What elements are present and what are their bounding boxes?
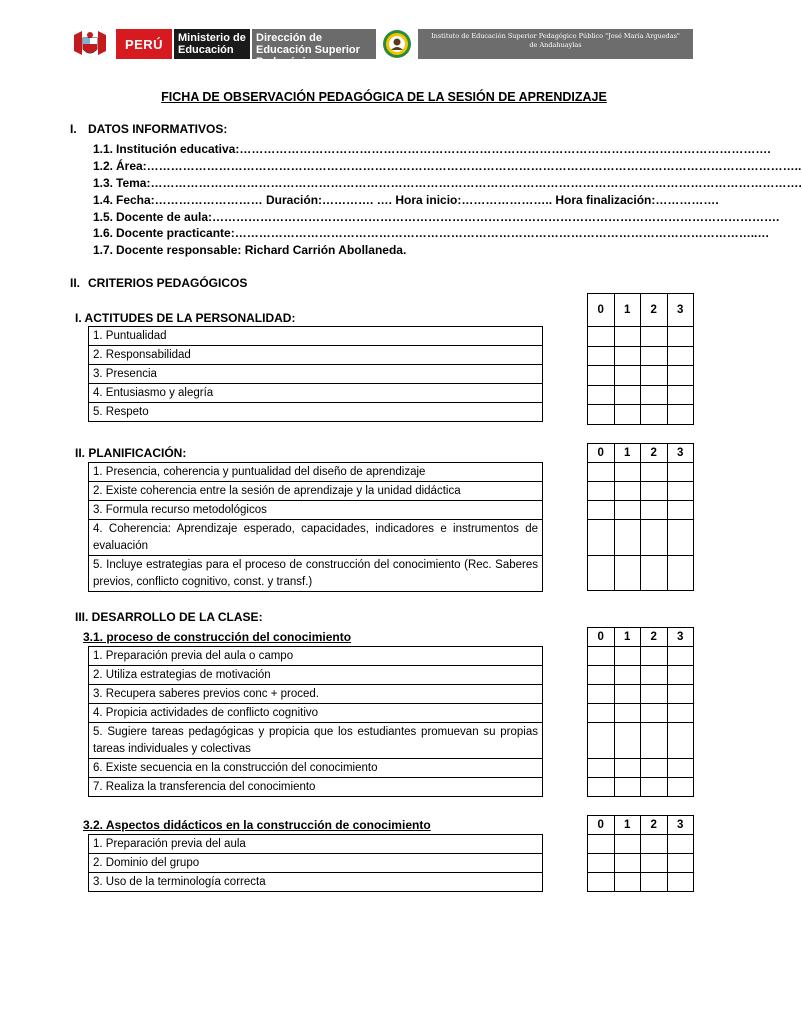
score-checkbox[interactable] [588, 463, 615, 482]
score-header: 3 [667, 444, 694, 463]
score-checkbox[interactable] [588, 385, 615, 405]
score-checkbox[interactable] [667, 723, 694, 759]
score-checkbox[interactable] [641, 647, 668, 666]
table-row [89, 501, 543, 520]
actitudes-title: I. ACTITUDES DE LA PERSONALIDAD: [75, 311, 296, 325]
score-row [588, 366, 694, 386]
score-checkbox[interactable] [588, 685, 615, 704]
criterion-cell: 3. Recupera saberes previos conc + proced. [89, 685, 543, 704]
criterion-cell: 5. Respeto [89, 403, 543, 422]
score-row [588, 501, 694, 520]
score-checkbox[interactable] [588, 501, 615, 520]
score-checkbox[interactable] [641, 873, 668, 892]
info-text: Fecha:……………………… Duración:…………. …. Hora inicio:………………….. Hora finalización:……………. [116, 192, 719, 207]
desarrollo-score-grid [587, 627, 694, 797]
score-checkbox[interactable] [588, 873, 615, 892]
table-row [89, 778, 543, 797]
score-checkbox[interactable] [667, 835, 694, 854]
criterion-cell: 2. Existe coherencia entre la sesión de aprendizaje y la unidad didáctica [89, 482, 543, 501]
info-number: 1.6. [93, 226, 114, 241]
score-checkbox[interactable] [614, 647, 641, 666]
score-checkbox[interactable] [614, 366, 641, 386]
info-text: Área:……………………………………………………………………………………………………………………………………………….. [116, 158, 802, 173]
score-checkbox[interactable] [614, 385, 641, 405]
score-checkbox[interactable] [614, 520, 641, 556]
score-header: 2 [641, 816, 668, 835]
criterion-cell: 3. Formula recurso metodológicos [89, 501, 543, 520]
score-row [588, 385, 694, 405]
info-line [93, 242, 703, 259]
score-header: 1 [614, 444, 641, 463]
score-checkbox[interactable] [641, 327, 668, 347]
score-checkbox[interactable] [588, 520, 615, 556]
table-row [89, 685, 543, 704]
score-checkbox[interactable] [588, 778, 615, 797]
criterion-cell: 7. Realiza la transferencia del conocimiento [89, 778, 543, 797]
score-checkbox[interactable] [588, 835, 615, 854]
table-row [89, 384, 543, 403]
score-checkbox[interactable] [667, 385, 694, 405]
score-header: 3 [667, 628, 694, 647]
header-bar [70, 29, 693, 68]
info-text: Tema:………………………………………………………………………………………………………………………………………………. [116, 175, 802, 190]
score-row [588, 482, 694, 501]
table-row [89, 854, 543, 873]
score-checkbox[interactable] [667, 366, 694, 386]
score-header: 1 [614, 816, 641, 835]
score-row [588, 346, 694, 366]
desarrollo-subtitle: 3.1. proceso de construcción del conocimiento [83, 630, 352, 644]
score-checkbox[interactable] [614, 778, 641, 797]
criterion-cell: 4. Propicia actividades de conflicto cognitivo [89, 704, 543, 723]
info-text: Docente responsable: Richard Carrión Abollaneda. [116, 243, 407, 258]
info-number: 1.4. [93, 192, 114, 207]
score-header-row [588, 444, 694, 463]
score-header-row [588, 816, 694, 835]
table-row [89, 556, 543, 592]
score-checkbox[interactable] [641, 405, 668, 425]
didacticos-score-grid [587, 815, 694, 892]
section-datos-informativos [70, 122, 227, 136]
score-header: 0 [588, 294, 615, 327]
criterion-cell: 4. Entusiasmo y alegría [89, 384, 543, 403]
score-checkbox[interactable] [641, 385, 668, 405]
ministry-label: Ministerio de Educación [174, 29, 250, 59]
score-checkbox[interactable] [588, 759, 615, 778]
info-number: 1.7. [93, 243, 114, 258]
criterion-cell: 2. Responsabilidad [89, 346, 543, 365]
score-row [588, 463, 694, 482]
score-header: 0 [588, 444, 615, 463]
score-checkbox[interactable] [667, 647, 694, 666]
document-title: FICHA DE OBSERVACIÓN PEDAGÓGICA DE LA SESIÓN DE APRENDIZAJE [161, 90, 607, 104]
table-row [89, 520, 543, 556]
score-checkbox[interactable] [614, 704, 641, 723]
criterion-cell: 1. Preparación previa del aula [89, 835, 543, 854]
score-checkbox[interactable] [588, 647, 615, 666]
info-text: Institución educativa:……………………………………………………………………………………………………………………. [116, 142, 771, 156]
score-checkbox[interactable] [641, 704, 668, 723]
score-checkbox[interactable] [641, 501, 668, 520]
actitudes-score-grid [587, 293, 694, 425]
direction-label: Dirección de Educación Superior Pedagógica [252, 29, 376, 59]
section-number: II. [70, 276, 81, 290]
score-checkbox[interactable] [588, 666, 615, 685]
info-line [93, 158, 802, 175]
score-row [588, 835, 694, 854]
score-header: 0 [588, 628, 615, 647]
criterion-cell: 3. Presencia [89, 365, 543, 384]
score-checkbox[interactable] [667, 778, 694, 797]
info-line [93, 209, 780, 226]
score-checkbox[interactable] [614, 463, 641, 482]
actitudes-table [88, 326, 543, 422]
table-row [89, 704, 543, 723]
table-row [89, 327, 543, 346]
planificacion-table [88, 462, 543, 592]
score-row [588, 520, 694, 556]
score-header-row [588, 628, 694, 647]
peru-label: PERÚ [116, 29, 172, 59]
planificacion-score-grid [587, 443, 694, 591]
score-checkbox[interactable] [667, 405, 694, 425]
score-row [588, 327, 694, 347]
section-label: DATOS INFORMATIVOS: [88, 122, 228, 136]
peru-coat-of-arms-icon [70, 29, 110, 59]
table-row [89, 403, 543, 422]
didacticos-table [88, 834, 543, 892]
score-checkbox[interactable] [641, 520, 668, 556]
table-row [89, 346, 543, 365]
institute-seal-icon [382, 29, 412, 59]
score-checkbox[interactable] [667, 556, 694, 591]
score-checkbox[interactable] [641, 723, 668, 759]
score-checkbox[interactable] [614, 556, 641, 591]
score-checkbox[interactable] [641, 556, 668, 591]
table-row [89, 365, 543, 384]
score-checkbox[interactable] [667, 463, 694, 482]
score-checkbox[interactable] [614, 482, 641, 501]
didacticos-subtitle: 3.2. Aspectos didácticos en la construcción de conocimiento [83, 818, 431, 832]
score-checkbox[interactable] [588, 704, 615, 723]
desarrollo-table [88, 646, 543, 797]
score-checkbox[interactable] [614, 501, 641, 520]
score-checkbox[interactable] [641, 835, 668, 854]
criterion-cell: 1. Preparación previa del aula o campo [89, 647, 543, 666]
section-criterios-pedagogicos [70, 276, 247, 290]
criterion-cell: 2. Dominio del grupo [89, 854, 543, 873]
score-row [588, 759, 694, 778]
score-checkbox[interactable] [667, 520, 694, 556]
criterion-cell: 5. Sugiere tareas pedagógicas y propicia que los estudiantes promuevan su propias tareas individuales y colectivas [89, 723, 543, 759]
score-checkbox[interactable] [614, 835, 641, 854]
score-row [588, 723, 694, 759]
score-header: 0 [588, 816, 615, 835]
score-header: 1 [614, 294, 641, 327]
criterion-cell: 1. Presencia, coherencia y puntualidad del diseño de aprendizaje [89, 463, 543, 482]
info-number: 1.3. [93, 175, 114, 190]
table-row [89, 723, 543, 759]
info-line [93, 141, 771, 158]
score-header-row [588, 294, 694, 327]
score-checkbox[interactable] [667, 759, 694, 778]
score-checkbox[interactable] [641, 778, 668, 797]
criterion-cell: 2. Utiliza estrategias de motivación [89, 666, 543, 685]
score-checkbox[interactable] [641, 463, 668, 482]
info-number: 1.2. [93, 158, 114, 173]
score-checkbox[interactable] [641, 854, 668, 873]
institute-label: Instituto de Educación Superior Pedagógico Público "José María Arguedas" de Andahuaylas [418, 29, 693, 59]
score-checkbox[interactable] [641, 346, 668, 366]
table-row [89, 666, 543, 685]
score-checkbox[interactable] [641, 685, 668, 704]
score-checkbox[interactable] [641, 666, 668, 685]
table-row [89, 759, 543, 778]
criterion-cell: 1. Puntualidad [89, 327, 543, 346]
info-line [93, 192, 719, 209]
criterion-cell: 4. Coherencia: Aprendizaje esperado, capacidades, indicadores e instrumentos de evaluación [89, 520, 543, 556]
info-number: 1.1. [93, 142, 114, 156]
score-header: 2 [641, 444, 668, 463]
score-checkbox[interactable] [614, 405, 641, 425]
score-checkbox[interactable] [641, 366, 668, 386]
score-checkbox[interactable] [667, 685, 694, 704]
score-checkbox[interactable] [641, 482, 668, 501]
criterion-cell: 5. Incluye estrategias para el proceso de construcción del conocimiento (Rec. Saberes previos, conflicto cognitivo, const. y transf.) [89, 556, 543, 592]
score-header: 2 [641, 294, 668, 327]
score-header: 2 [641, 628, 668, 647]
score-row [588, 666, 694, 685]
table-row [89, 647, 543, 666]
score-checkbox[interactable] [614, 685, 641, 704]
score-checkbox[interactable] [588, 366, 615, 386]
score-row [588, 405, 694, 425]
criterion-cell: 6. Existe secuencia en la construcción del conocimiento [89, 759, 543, 778]
score-checkbox[interactable] [667, 854, 694, 873]
criterion-cell: 3. Uso de la terminología correcta [89, 873, 543, 892]
table-row [89, 463, 543, 482]
score-checkbox[interactable] [667, 327, 694, 347]
table-row [89, 873, 543, 892]
table-row [89, 835, 543, 854]
info-line [93, 225, 770, 242]
info-text: Docente practicante:…………………………………………………………………………………………………………………..… [116, 226, 770, 241]
score-checkbox[interactable] [667, 482, 694, 501]
score-row [588, 854, 694, 873]
score-checkbox[interactable] [667, 501, 694, 520]
score-row [588, 778, 694, 797]
score-header: 1 [614, 628, 641, 647]
score-checkbox[interactable] [614, 346, 641, 366]
planificacion-title: II. PLANIFICACIÓN: [75, 446, 187, 460]
score-checkbox[interactable] [667, 704, 694, 723]
score-checkbox[interactable] [588, 346, 615, 366]
score-row [588, 704, 694, 723]
score-checkbox[interactable] [588, 482, 615, 501]
info-line [93, 175, 802, 192]
info-text: Docente de aula:……………………………………………………………………………………………………………………………. [116, 209, 780, 224]
score-header: 3 [667, 816, 694, 835]
score-row [588, 647, 694, 666]
info-number: 1.5. [93, 209, 114, 224]
score-checkbox[interactable] [614, 723, 641, 759]
score-header: 3 [667, 294, 694, 327]
score-checkbox[interactable] [588, 854, 615, 873]
score-checkbox[interactable] [614, 327, 641, 347]
score-checkbox[interactable] [667, 873, 694, 892]
score-checkbox[interactable] [667, 666, 694, 685]
score-checkbox[interactable] [588, 405, 615, 425]
score-checkbox[interactable] [614, 873, 641, 892]
score-checkbox[interactable] [588, 556, 615, 591]
score-checkbox[interactable] [614, 666, 641, 685]
score-checkbox[interactable] [588, 723, 615, 759]
section-label: CRITERIOS PEDAGÓGICOS [88, 276, 248, 290]
score-checkbox[interactable] [588, 327, 615, 347]
info-list [93, 141, 802, 259]
desarrollo-title: III. DESARROLLO DE LA CLASE: [75, 610, 263, 624]
table-row [89, 482, 543, 501]
section-number: I. [70, 122, 77, 136]
score-checkbox[interactable] [641, 759, 668, 778]
score-checkbox[interactable] [614, 854, 641, 873]
score-row [588, 873, 694, 892]
score-checkbox[interactable] [667, 346, 694, 366]
score-row [588, 685, 694, 704]
score-checkbox[interactable] [614, 759, 641, 778]
score-row [588, 556, 694, 591]
